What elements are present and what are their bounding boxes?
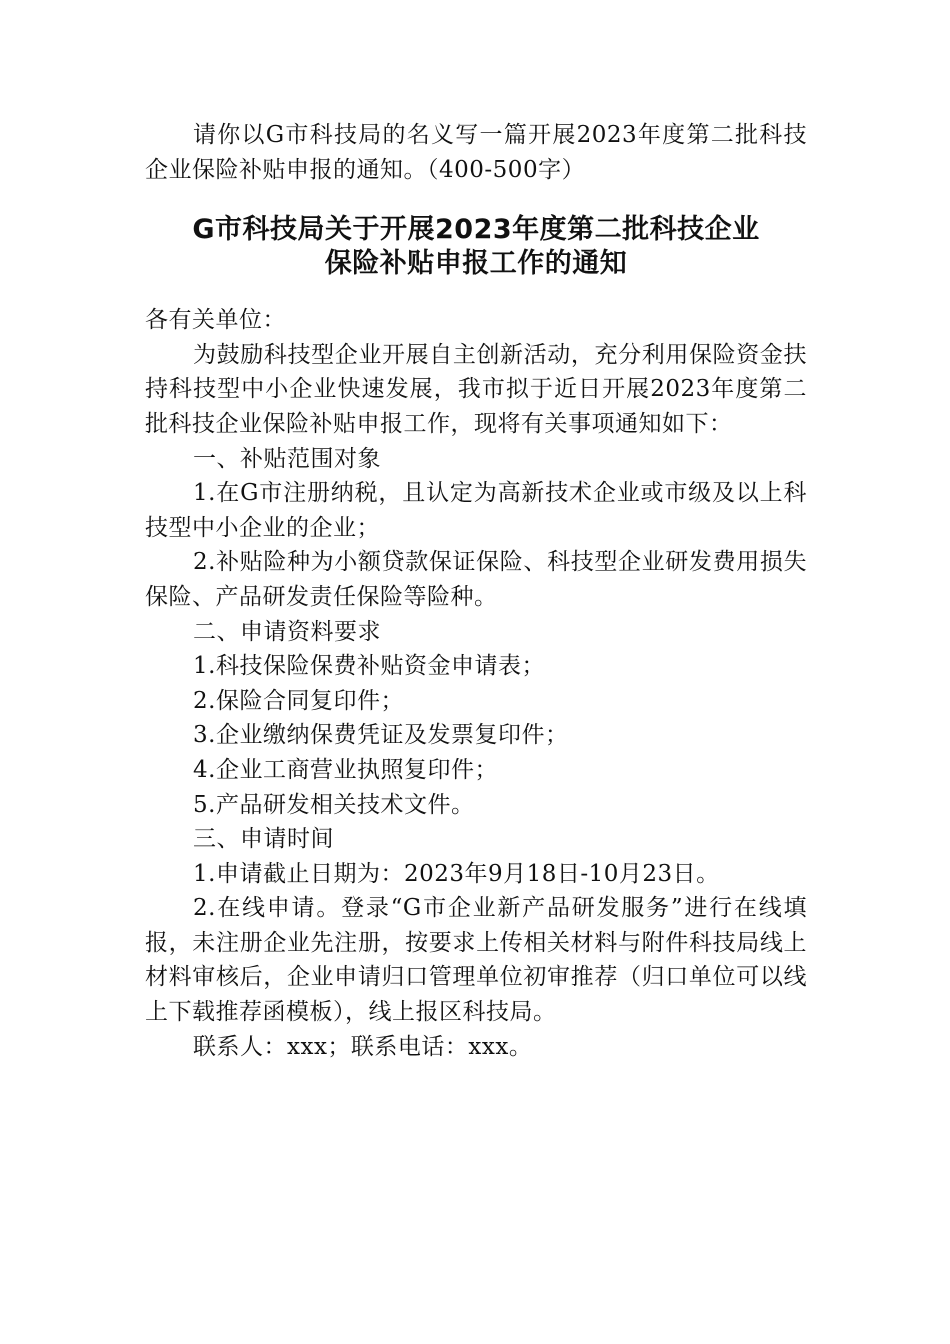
materials-item-2: 2.保险合同复印件； (193, 687, 404, 714)
materials-item-4: 4.企业工商营业执照复印件； (193, 756, 498, 783)
document-body (145, 118, 807, 1064)
materials-item-1: 1.科技保险保费补贴资金申请表； (193, 653, 545, 680)
contact-line: 联系人：xxx；联系电话：xxx。 (193, 1033, 533, 1060)
materials-item-5: 5.产品研发相关技术文件。 (193, 791, 475, 818)
task-prompt: 请你以G市科技局的名义写一篇开展2023年度第二批科技企业保险补贴申报的通知。（400-500字） (145, 122, 807, 183)
section-heading-scope: 一、补贴范围对象 (193, 445, 381, 472)
notice-title-line-2: 保险补贴申报工作的通知 (324, 248, 628, 280)
intro-paragraph: 为鼓励科技型企业开展自主创新活动，充分利用保险资金扶持科技型中小企业快速发展，我市拟于近日开展2023年度第二批科技企业保险补贴申报工作，现将有关事项通知如下： (145, 341, 807, 437)
notice-title (145, 213, 807, 281)
scope-item-1: 1.在G市注册纳税，且认定为高新技术企业或市级及以上科技型中小企业的企业； (145, 480, 807, 541)
section-heading-time: 三、申请时间 (193, 826, 334, 853)
time-item-1: 1.申请截止日期为：2023年9月18日-10月23日。 (193, 860, 720, 887)
section-heading-materials: 二、申请资料要求 (193, 618, 381, 645)
time-item-2: 2.在线申请。登录“G市企业新产品研发服务”进行在线填报，未注册企业先注册，按要求上传相关材料与附件科技局线上材料审核后，企业申请归口管理单位初审推荐（归口单位可以线上下载推荐函模板），线上报区科技局。 (145, 895, 807, 1026)
scope-item-2: 2.补贴险种为小额贷款保证保险、科技型企业研发费用损失保险、产品研发责任保险等险种。 (145, 549, 807, 610)
materials-item-3: 3.企业缴纳保费凭证及发票复印件； (193, 722, 569, 749)
notice-title-line-1: G市科技局关于开展2023年度第二批科技企业 (192, 214, 760, 246)
salutation: 各有关单位： (145, 307, 286, 334)
